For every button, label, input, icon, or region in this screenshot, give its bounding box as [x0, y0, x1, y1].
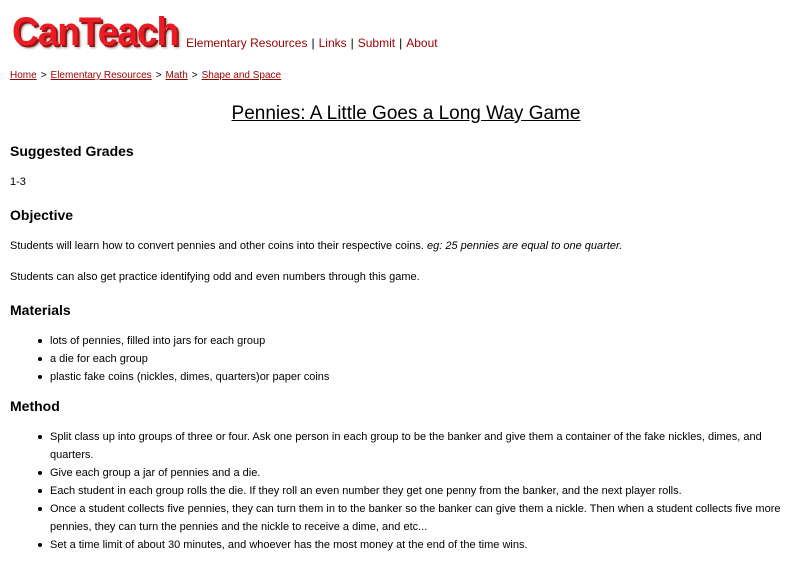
canteach-logo[interactable]: CanTeach — [12, 9, 179, 54]
nav-separator: | — [399, 36, 403, 50]
objective-example: eg: 25 pennies are equal to one quarter. — [427, 239, 623, 252]
objective-heading: Objective — [10, 206, 74, 223]
materials-list — [10, 332, 800, 386]
breadcrumb-separator: > — [40, 70, 47, 81]
materials-list-item: a die for each group — [50, 350, 800, 368]
method-list-item: Split class up into groups of three or four. Ask one person in each group to be the banker and give them a container of the fake nickles, dimes, and quarters. — [50, 428, 800, 464]
nav-separator: | — [311, 36, 315, 50]
method-list-item: Set a time limit of about 30 minutes, and whoever has the most money at the end of the time wins. — [50, 536, 800, 554]
grades-text: 1-3 — [10, 176, 26, 188]
materials-list-item: lots of pennies, filled into jars for each group — [50, 332, 800, 350]
breadcrumb-home[interactable]: Home — [10, 70, 37, 81]
materials-list-item: plastic fake coins (nickles, dimes, quarters)or paper coins — [50, 368, 800, 386]
breadcrumb-separator: > — [155, 70, 162, 81]
materials-heading: Materials — [10, 301, 71, 318]
objective-text: Students will learn how to convert pennies and other coins into their respective coins. — [10, 239, 424, 252]
top-nav — [186, 34, 438, 52]
method-list-item: Once a student collects five pennies, they can turn them in to the banker so the banker can give them a nickle. Then when a student collects five more pennies, they can turn the pennies and the nickle to receive a dime, and etc... — [50, 500, 800, 536]
breadcrumb — [10, 68, 281, 83]
objective-paragraph-2: Students can also get practice identifying odd and even numbers through this game. — [10, 271, 420, 283]
nav-link-links[interactable]: Links — [318, 36, 347, 50]
site-header — [10, 6, 438, 54]
main-content — [10, 139, 800, 554]
breadcrumb-shape-and-space[interactable]: Shape and Space — [201, 70, 282, 81]
breadcrumb-math[interactable]: Math — [165, 70, 188, 81]
nav-separator: | — [350, 36, 354, 50]
method-list — [10, 428, 800, 554]
objective-paragraph-1 — [10, 238, 800, 255]
grades-heading: Suggested Grades — [10, 143, 134, 159]
nav-link-about[interactable]: About — [406, 36, 438, 50]
nav-link-elementary-resources[interactable]: Elementary Resources — [186, 36, 308, 50]
nav-link-submit[interactable]: Submit — [357, 36, 396, 50]
page-title: Pennies: A Little Goes a Long Way Game — [231, 103, 581, 124]
method-heading: Method — [10, 397, 60, 414]
method-list-item: Give each group a jar of pennies and a die. — [50, 464, 800, 482]
method-list-item: Each student in each group rolls the die. If they roll an even number they get one penny from the banker, and the next player rolls. — [50, 482, 800, 500]
breadcrumb-separator: > — [191, 70, 198, 81]
breadcrumb-elementary-resources[interactable]: Elementary Resources — [50, 70, 152, 81]
